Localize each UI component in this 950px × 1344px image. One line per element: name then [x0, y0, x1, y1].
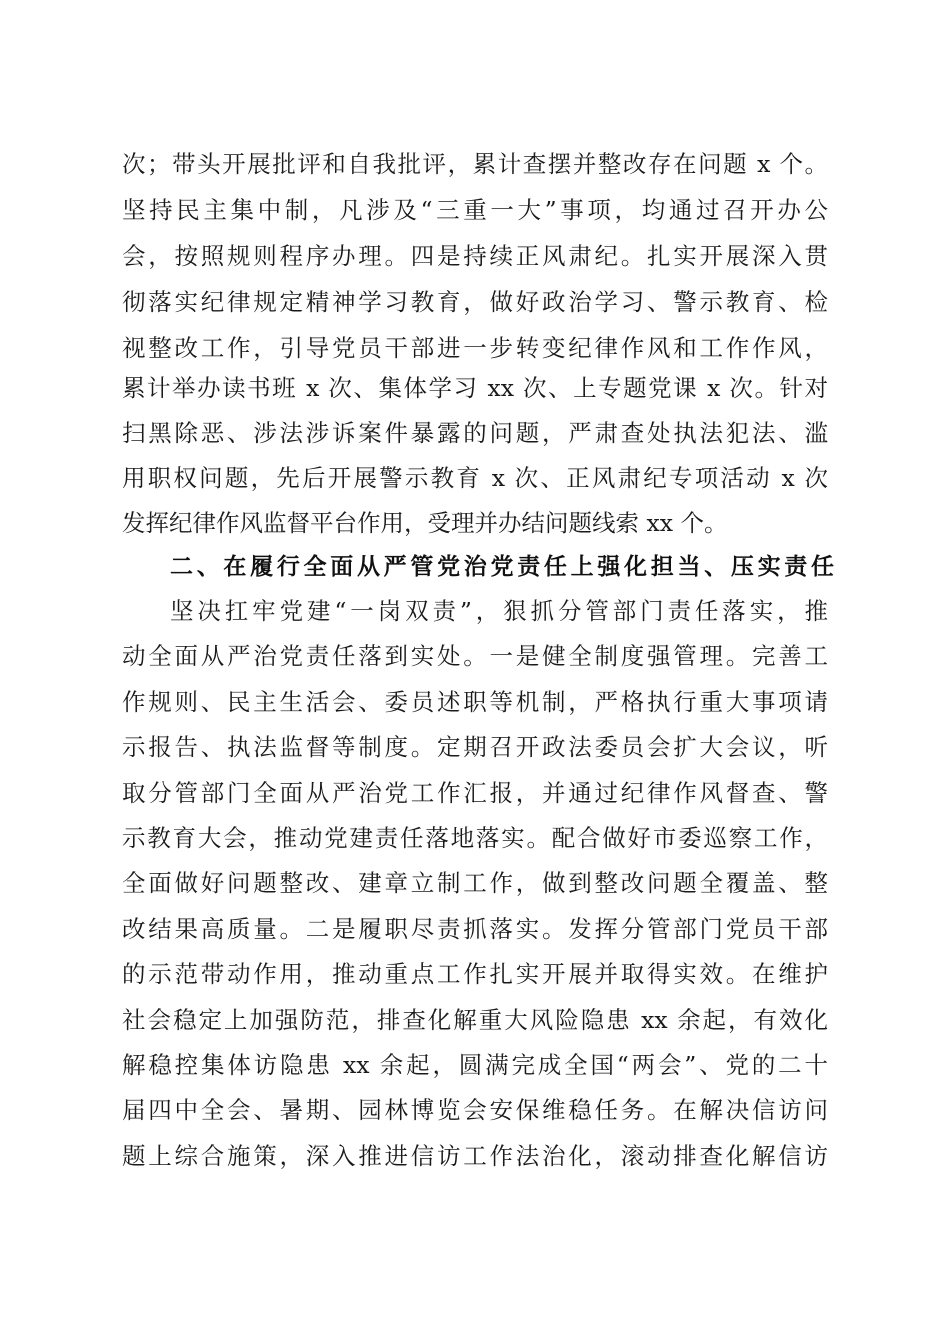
- paragraph-line: 解稳控集体访隐患 xx 余起，圆满完成全国“两会”、党的二十: [122, 1051, 828, 1079]
- paragraph-line: 示教育大会，推动党建责任落地落实。配合做好市委巡察工作，: [122, 824, 828, 852]
- paragraph-line: 累计举办读书班 x 次、集体学习 xx 次、上专题党课 x 次。针对: [122, 374, 828, 402]
- paragraph-line: 全面做好问题整改、建章立制工作，做到整改问题全覆盖、整: [122, 869, 828, 897]
- paragraph-line: 题上综合施策，深入推进信访工作法治化，滚动排查化解信访: [122, 1142, 828, 1170]
- paragraph-line: 改结果高质量。二是履职尽责抓落实。发挥分管部门党员干部: [122, 915, 828, 943]
- paragraph-line: 用职权问题，先后开展警示教育 x 次、正风肃纪专项活动 x 次: [122, 464, 828, 492]
- paragraph-line: 的示范带动作用，推动重点工作扎实开展并取得实效。在维护: [122, 960, 828, 988]
- paragraph-line: 作规则、民主生活会、委员述职等机制，严格执行重大事项请: [122, 688, 828, 716]
- section-heading: 二、在履行全面从严管党治党责任上强化担当、压实责任: [170, 554, 834, 580]
- paragraph-line: 彻落实纪律规定精神学习教育，做好政治学习、警示教育、检: [122, 288, 828, 316]
- paragraph-line: 届四中全会、暑期、园林博览会安保维稳任务。在解决信访问: [122, 1096, 828, 1124]
- paragraph-line: 扫黑除恶、涉法涉诉案件暴露的问题，严肃查处执法犯法、滥: [122, 419, 828, 447]
- paragraph-line: 坚决扛牢党建“一岗双责”，狠抓分管部门责任落实，推: [170, 597, 828, 625]
- paragraph-line: 发挥纪律作风监督平台作用，受理并办结问题线索 xx 个。: [122, 509, 728, 537]
- paragraph-line: 视整改工作，引导党员干部进一步转变纪律作风和工作作风，: [122, 334, 828, 362]
- paragraph-line: 次；带头开展批评和自我批评，累计查摆并整改存在问题 x 个。: [122, 150, 828, 178]
- paragraph-line: 会，按照规则程序办理。四是持续正风肃纪。扎实开展深入贯: [122, 242, 828, 270]
- paragraph-line: 社会稳定上加强防范，排查化解重大风险隐患 xx 余起，有效化: [122, 1006, 828, 1034]
- paragraph-line: 取分管部门全面从严治党工作汇报，并通过纪律作风督查、警: [122, 779, 828, 807]
- paragraph-line: 动全面从严治党责任落到实处。一是健全制度强管理。完善工: [122, 642, 828, 670]
- paragraph-line: 示报告、执法监督等制度。定期召开政法委员会扩大会议，听: [122, 733, 828, 761]
- paragraph-line: 坚持民主集中制，凡涉及“三重一大”事项，均通过召开办公: [122, 196, 828, 224]
